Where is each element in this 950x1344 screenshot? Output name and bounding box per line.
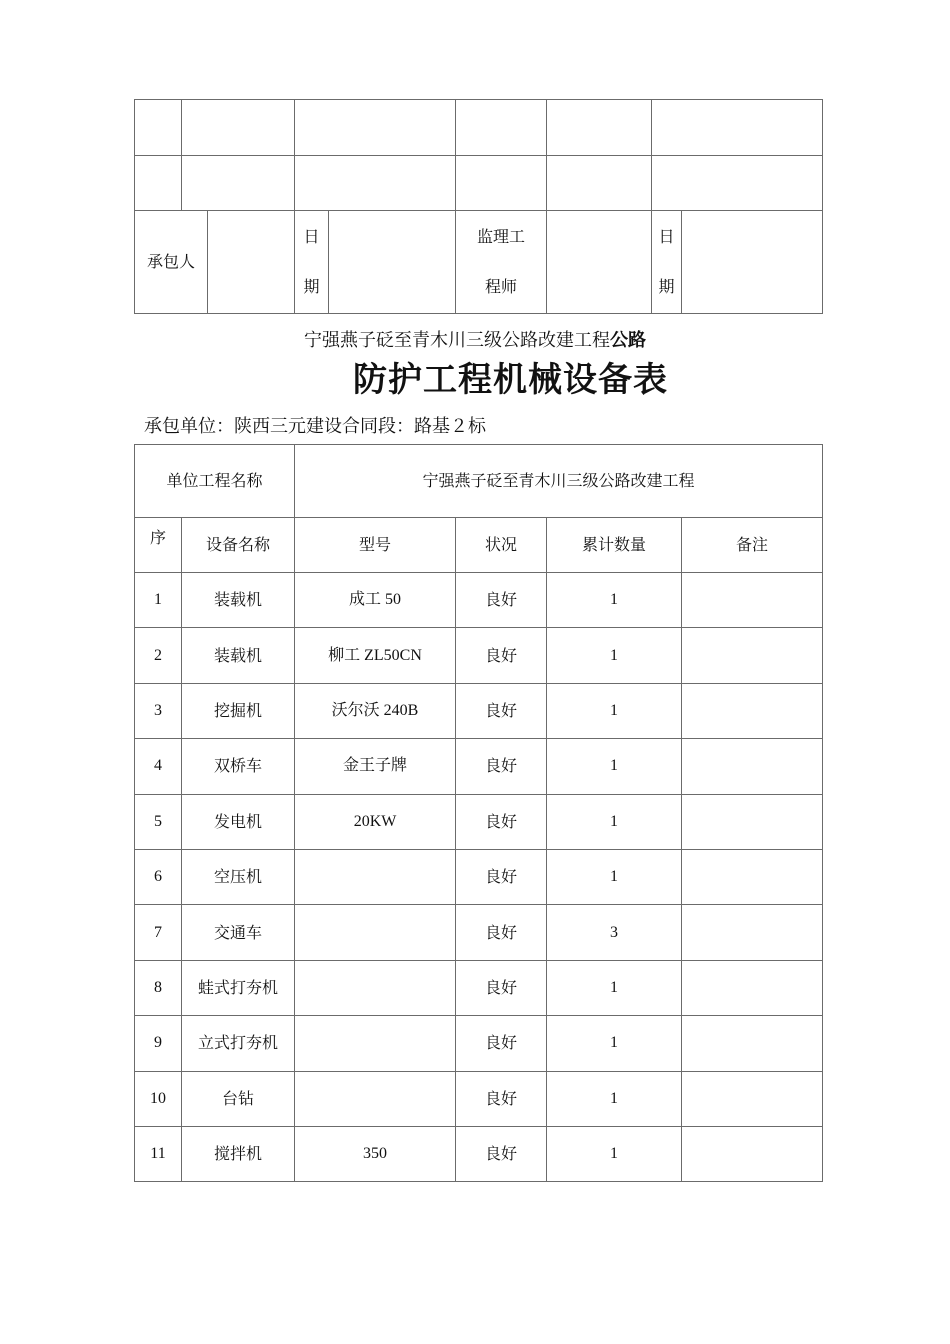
row-seq: 7: [135, 905, 182, 960]
row-qty: 1: [547, 683, 682, 738]
row-remark: [682, 683, 823, 738]
row-status: 良好: [456, 905, 547, 960]
row-status: 良好: [456, 683, 547, 738]
empty-cell: [652, 156, 823, 211]
row-model: 柳工 ZL50CN: [295, 628, 456, 683]
row-name: 搅拌机: [182, 1126, 295, 1181]
row-model: 成工 50: [295, 573, 456, 628]
row-status: 良好: [456, 573, 547, 628]
header-remark: 备注: [682, 518, 823, 573]
row-remark: [682, 573, 823, 628]
row-status: 良好: [456, 794, 547, 849]
row-seq: 5: [135, 794, 182, 849]
row-name: 交通车: [182, 905, 295, 960]
row-seq: 4: [135, 739, 182, 794]
row-seq: 9: [135, 1016, 182, 1071]
document-title: 防护工程机械设备表: [353, 360, 668, 400]
row-seq: 11: [135, 1126, 182, 1181]
table-row: [135, 794, 823, 849]
table-row: [135, 573, 823, 628]
row-model: [295, 1071, 456, 1126]
row-name: 挖掘机: [182, 683, 295, 738]
date-label: 日 期: [652, 211, 682, 314]
document-subtitle: 宁强燕子砭至青木川三级公路改建工程公路: [304, 330, 646, 351]
row-status: 良好: [456, 849, 547, 904]
header-seq: 序: [135, 518, 182, 573]
table-row: [135, 905, 823, 960]
table-row: [135, 960, 823, 1015]
empty-cell: [456, 156, 547, 211]
empty-row: [135, 100, 823, 156]
supervisor-signature-cell: [547, 211, 652, 314]
empty-cell: [182, 156, 295, 211]
row-name: 双桥车: [182, 739, 295, 794]
row-name: 发电机: [182, 794, 295, 849]
project-name-value: 宁强燕子砭至青木川三级公路改建工程: [295, 445, 823, 518]
table-row: [135, 628, 823, 683]
row-remark: [682, 1126, 823, 1181]
equipment-table: [134, 444, 823, 1182]
table-row: [135, 1071, 823, 1126]
row-name: 装载机: [182, 573, 295, 628]
row-name: 蛙式打夯机: [182, 960, 295, 1015]
row-qty: 1: [547, 794, 682, 849]
row-remark: [682, 1071, 823, 1126]
row-name: 空压机: [182, 849, 295, 904]
supervisor-label: 监理工 程师: [456, 211, 547, 314]
row-model: 金王子牌: [295, 739, 456, 794]
row-status: 良好: [456, 960, 547, 1015]
row-status: 良好: [456, 1071, 547, 1126]
table-row: [135, 1126, 823, 1181]
row-name: 台钻: [182, 1071, 295, 1126]
table-row: [135, 739, 823, 794]
row-qty: 1: [547, 1016, 682, 1071]
row-qty: 1: [547, 739, 682, 794]
signature-row: [135, 211, 823, 314]
row-qty: 1: [547, 960, 682, 1015]
header-status: 状况: [456, 518, 547, 573]
row-name: 立式打夯机: [182, 1016, 295, 1071]
row-remark: [682, 960, 823, 1015]
project-name-label: 单位工程名称: [135, 445, 295, 518]
empty-cell: [652, 100, 823, 156]
row-seq: 10: [135, 1071, 182, 1126]
header-name: 设备名称: [182, 518, 295, 573]
row-name: 装载机: [182, 628, 295, 683]
row-model: [295, 960, 456, 1015]
table-body: [135, 573, 823, 1182]
row-remark: [682, 794, 823, 849]
row-model: 350: [295, 1126, 456, 1181]
row-qty: 3: [547, 905, 682, 960]
row-model: [295, 849, 456, 904]
empty-cell: [295, 100, 456, 156]
supervisor-date-cell: [682, 211, 823, 314]
row-qty: 1: [547, 849, 682, 904]
empty-cell: [182, 100, 295, 156]
contractor-date-cell: [329, 211, 456, 314]
empty-row: [135, 156, 823, 211]
header-qty: 累计数量: [547, 518, 682, 573]
row-model: [295, 1016, 456, 1071]
row-seq: 1: [135, 573, 182, 628]
signoff-table: [134, 99, 823, 314]
row-status: 良好: [456, 628, 547, 683]
row-remark: [682, 849, 823, 904]
row-model: 20KW: [295, 794, 456, 849]
row-remark: [682, 905, 823, 960]
header-model: 型号: [295, 518, 456, 573]
row-qty: 1: [547, 1126, 682, 1181]
empty-cell: [456, 100, 547, 156]
contractor-unit-line: 承包单位：陕西三元建设合同段：路基２标: [144, 416, 486, 437]
row-seq: 8: [135, 960, 182, 1015]
date-label: 日 期: [295, 211, 329, 314]
contractor-signature-cell: [208, 211, 295, 314]
project-name-row: [135, 445, 823, 518]
row-remark: [682, 1016, 823, 1071]
row-model: [295, 905, 456, 960]
row-model: 沃尔沃 240B: [295, 683, 456, 738]
row-qty: 1: [547, 1071, 682, 1126]
row-remark: [682, 628, 823, 683]
row-seq: 2: [135, 628, 182, 683]
row-seq: 3: [135, 683, 182, 738]
empty-cell: [135, 100, 182, 156]
row-qty: 1: [547, 573, 682, 628]
row-status: 良好: [456, 1016, 547, 1071]
table-row: [135, 849, 823, 904]
table-row: [135, 1016, 823, 1071]
row-status: 良好: [456, 1126, 547, 1181]
empty-cell: [295, 156, 456, 211]
table-row: [135, 683, 823, 738]
row-status: 良好: [456, 739, 547, 794]
table-header-row: [135, 518, 823, 573]
row-qty: 1: [547, 628, 682, 683]
empty-cell: [547, 100, 652, 156]
row-seq: 6: [135, 849, 182, 904]
contractor-label: 承包人: [135, 211, 208, 314]
empty-cell: [135, 156, 182, 211]
empty-cell: [547, 156, 652, 211]
row-remark: [682, 739, 823, 794]
